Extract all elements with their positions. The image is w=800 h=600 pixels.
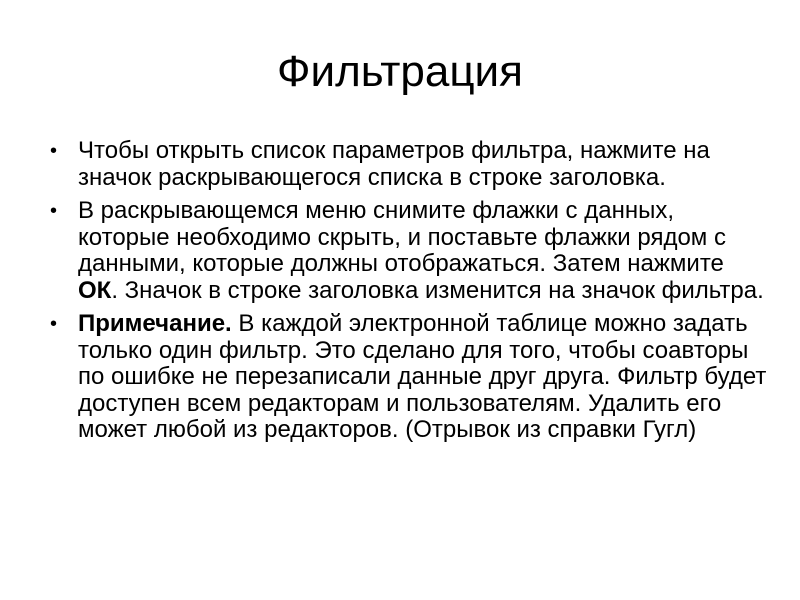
bullet-item-open-filter — [40, 138, 770, 191]
bullet-dot-icon: • — [50, 200, 58, 222]
bullet-item-uncheck-flags — [40, 198, 770, 304]
note-text: В каждой электронной таблице можно задать только один фильтр. Это сделано для того, чтобы соавторы по ошибке не перезаписали данные друг друга. Фильтр будет доступен всем редакторам и пользователям. Удалить его может любой из редакторов. (Отрывок из справки Гугл) — [78, 310, 767, 443]
bullet-item-note — [40, 311, 770, 444]
note-label: Примечание. — [78, 310, 232, 337]
bullet-bold-ok: ОК — [78, 276, 112, 304]
bullet-list — [40, 138, 770, 451]
bullet-text-after: . Значок в строке заголовка изменится на значок фильтра. — [111, 276, 764, 304]
bullet-dot-icon: • — [50, 140, 58, 162]
bullet-text: В раскрывающемся меню снимите флажки с данных, которые необходимо скрыть, и поставьте флажки рядом с данными, которые должны отображаться. Затем нажмите — [78, 197, 726, 277]
bullet-dot-icon: • — [50, 313, 58, 335]
bullet-text: Чтобы открыть список параметров фильтра, нажмите на значок раскрывающегося списка в строке заголовка. — [78, 137, 710, 191]
slide-title: Фильтрация — [277, 47, 523, 96]
